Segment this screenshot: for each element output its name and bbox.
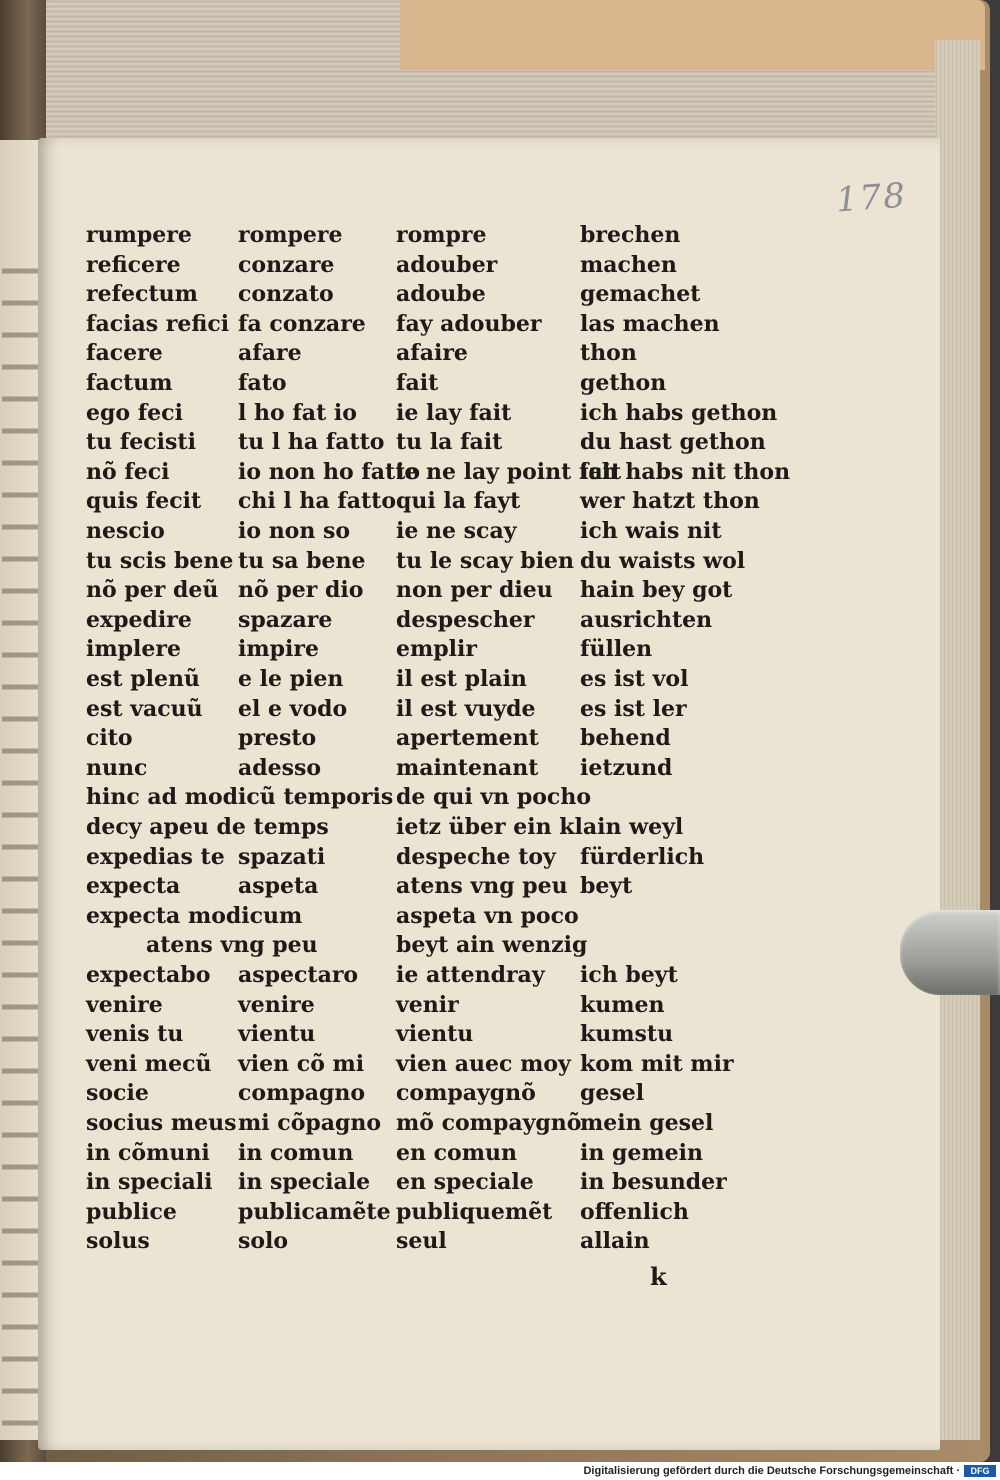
french-cell: il est plain xyxy=(396,666,527,692)
latin-cell: venire xyxy=(86,991,163,1018)
french-cell: atens vng peu xyxy=(396,873,568,900)
latin-cell: expecta modicum xyxy=(86,902,303,929)
german-cell: du waists wol xyxy=(580,547,746,574)
latin-cell: socie xyxy=(86,1080,149,1107)
french-cell: compaygnõ xyxy=(396,1080,536,1107)
catchword: k xyxy=(650,1262,667,1291)
italian-cell: chi l ha fatto xyxy=(238,488,397,515)
italian-cell: e le pien xyxy=(238,666,344,692)
latin-cell: quis fecit xyxy=(86,488,202,515)
italian-cell: conzare xyxy=(238,251,335,278)
latin-cell: nescio xyxy=(86,518,165,544)
german-cell: behend xyxy=(580,725,671,752)
italian-cell: adesso xyxy=(238,754,322,781)
german-cell: allain xyxy=(580,1228,650,1255)
german-cell: gethon xyxy=(580,370,667,396)
italian-cell: mi cõpagno xyxy=(238,1110,382,1136)
latin-cell: atens vng peu xyxy=(146,932,318,959)
book-cover xyxy=(400,0,985,70)
italian-cell: vientu xyxy=(238,1021,316,1048)
german-cell: machen xyxy=(580,251,677,278)
latin-cell: expectabo xyxy=(86,962,211,988)
french-cell: il est vuyde xyxy=(396,695,536,722)
german-cell: gesel xyxy=(580,1080,645,1107)
italian-cell: fato xyxy=(238,370,287,396)
latin-cell: nõ per deũ xyxy=(86,577,219,604)
french-cell: rompre xyxy=(396,222,487,248)
latin-cell: expedias te xyxy=(86,843,225,870)
french-cell: despeche toy xyxy=(396,843,556,870)
latin-cell: expedire xyxy=(86,606,192,633)
french-cell: publiquemẽt xyxy=(396,1198,553,1225)
french-cell: ie ne scay xyxy=(396,518,517,544)
french-cell: adoube xyxy=(396,281,486,308)
footer-credit: Digitalisierung gefördert durch die Deutsche Forschungsgemeinschaft · xyxy=(583,1465,960,1477)
italian-cell: aspectaro xyxy=(238,962,359,988)
page-edges-right xyxy=(935,40,980,1440)
latin-cell: implere xyxy=(86,636,181,663)
latin-cell: cito xyxy=(86,725,133,752)
french-cell: vien auec moy xyxy=(396,1050,571,1077)
german-cell: es ist vol xyxy=(580,666,689,692)
italian-cell: io non so xyxy=(238,518,351,544)
french-cell: despescher xyxy=(396,606,535,633)
german-cell: las machen xyxy=(580,310,720,337)
latin-cell: solus xyxy=(86,1228,150,1255)
latin-cell: in cõmuni xyxy=(86,1139,210,1166)
italian-cell: venire xyxy=(238,991,315,1018)
latin-cell: socius meus xyxy=(86,1110,237,1136)
german-cell: offenlich xyxy=(580,1198,689,1225)
french-cell: qui la fayt xyxy=(396,488,521,515)
italian-cell: in comun xyxy=(238,1139,354,1166)
french-cell: beyt ain wenzig xyxy=(396,932,588,959)
french-cell: en speciale xyxy=(396,1169,534,1196)
german-cell: ich beyt xyxy=(580,962,678,988)
latin-cell: refectum xyxy=(86,281,198,308)
italian-cell: afare xyxy=(238,340,302,367)
folio-number: 178 xyxy=(834,175,909,221)
german-cell: wer hatzt thon xyxy=(580,488,760,515)
latin-cell: tu scis bene xyxy=(86,547,234,574)
german-cell: beyt xyxy=(580,873,633,900)
latin-cell: hinc ad modicũ temporis xyxy=(86,784,394,811)
italian-cell: solo xyxy=(238,1228,289,1255)
latin-cell: facere xyxy=(86,340,163,367)
french-cell: non per dieu xyxy=(396,577,553,604)
italian-cell: tu l ha fatto xyxy=(238,429,385,456)
italian-cell: nõ per dio xyxy=(238,577,364,604)
latin-cell: decy apeu de temps xyxy=(86,814,329,840)
german-cell: ausrichten xyxy=(580,606,713,633)
latin-cell: factum xyxy=(86,370,173,396)
french-cell: vientu xyxy=(396,1021,474,1048)
german-cell: brechen xyxy=(580,222,681,248)
dfg-logo: DFG xyxy=(964,1465,996,1477)
latin-cell: publice xyxy=(86,1198,177,1225)
latin-cell: tu fecisti xyxy=(86,429,196,456)
french-cell: adouber xyxy=(396,251,498,278)
latin-cell: in speciali xyxy=(86,1169,213,1196)
latin-cell: expecta xyxy=(86,873,181,900)
page-clip xyxy=(900,910,1000,995)
french-cell: ie attendray xyxy=(396,962,545,988)
facing-page xyxy=(0,140,42,1440)
german-cell: ich habs nit thon xyxy=(580,458,791,485)
italian-cell: vien cõ mi xyxy=(238,1050,365,1077)
german-cell: ietzund xyxy=(580,754,673,781)
german-cell: hain bey got xyxy=(580,577,733,604)
italian-cell: rompere xyxy=(238,222,343,248)
italian-cell: el e vodo xyxy=(238,695,348,722)
french-cell: afaire xyxy=(396,340,468,367)
italian-cell: l ho fat io xyxy=(238,399,357,426)
german-cell: du hast gethon xyxy=(580,429,766,456)
german-cell: ich wais nit xyxy=(580,518,722,544)
german-cell: es ist ler xyxy=(580,695,687,722)
italian-cell: spazare xyxy=(238,606,333,633)
footer xyxy=(0,1462,1000,1480)
french-cell: tu le scay bien xyxy=(396,547,575,574)
latin-cell: nõ feci xyxy=(86,458,170,485)
french-cell: ietz über ein klain weyl xyxy=(396,814,684,840)
german-cell: in besunder xyxy=(580,1169,727,1196)
german-cell: kom mit mir xyxy=(580,1050,734,1077)
german-cell: mein gesel xyxy=(580,1110,714,1136)
german-cell: in gemein xyxy=(580,1139,704,1166)
latin-cell: reficere xyxy=(86,251,181,278)
italian-cell: presto xyxy=(238,725,317,752)
italian-cell: impire xyxy=(238,636,319,663)
french-cell: apertement xyxy=(396,725,539,752)
latin-cell: venis tu xyxy=(86,1021,184,1048)
french-cell: mõ compaygnõ xyxy=(396,1110,582,1136)
italian-cell: in speciale xyxy=(238,1169,371,1196)
italian-cell: conzato xyxy=(238,281,334,308)
french-cell: maintenant xyxy=(396,754,539,781)
italian-cell: compagno xyxy=(238,1080,366,1107)
latin-cell: est vacuũ xyxy=(86,695,203,722)
french-cell: ie ne lay point fait xyxy=(396,458,622,485)
french-cell: fait xyxy=(396,370,439,396)
italian-cell: io non ho fatto xyxy=(238,458,421,485)
italian-cell: aspeta xyxy=(238,873,319,900)
french-cell: venir xyxy=(396,991,459,1018)
latin-cell: ego feci xyxy=(86,399,183,426)
french-cell: ie lay fait xyxy=(396,399,512,426)
german-cell: füllen xyxy=(580,636,653,663)
french-cell: tu la fait xyxy=(396,429,503,456)
german-cell: ich habs gethon xyxy=(580,399,778,426)
latin-cell: est plenũ xyxy=(86,666,200,692)
german-cell: kumstu xyxy=(580,1021,674,1048)
french-cell: de qui vn pocho xyxy=(396,784,591,811)
italian-cell: spazati xyxy=(238,843,326,870)
german-cell: fürderlich xyxy=(580,843,705,870)
french-cell: seul xyxy=(396,1228,447,1255)
french-cell: fay adouber xyxy=(396,310,542,337)
latin-cell: facias refici xyxy=(86,310,230,337)
french-cell: emplir xyxy=(396,636,477,663)
latin-cell: nunc xyxy=(86,754,148,781)
german-cell: gemachet xyxy=(580,281,701,308)
german-cell: kumen xyxy=(580,991,665,1018)
german-cell: thon xyxy=(580,340,637,367)
latin-cell: rumpere xyxy=(86,222,192,248)
french-cell: aspeta vn poco xyxy=(396,902,579,929)
latin-cell: veni mecũ xyxy=(86,1050,212,1077)
french-cell: en comun xyxy=(396,1139,517,1166)
italian-cell: publicamẽte xyxy=(238,1198,391,1225)
italian-cell: fa conzare xyxy=(238,310,366,337)
italian-cell: tu sa bene xyxy=(238,547,366,574)
